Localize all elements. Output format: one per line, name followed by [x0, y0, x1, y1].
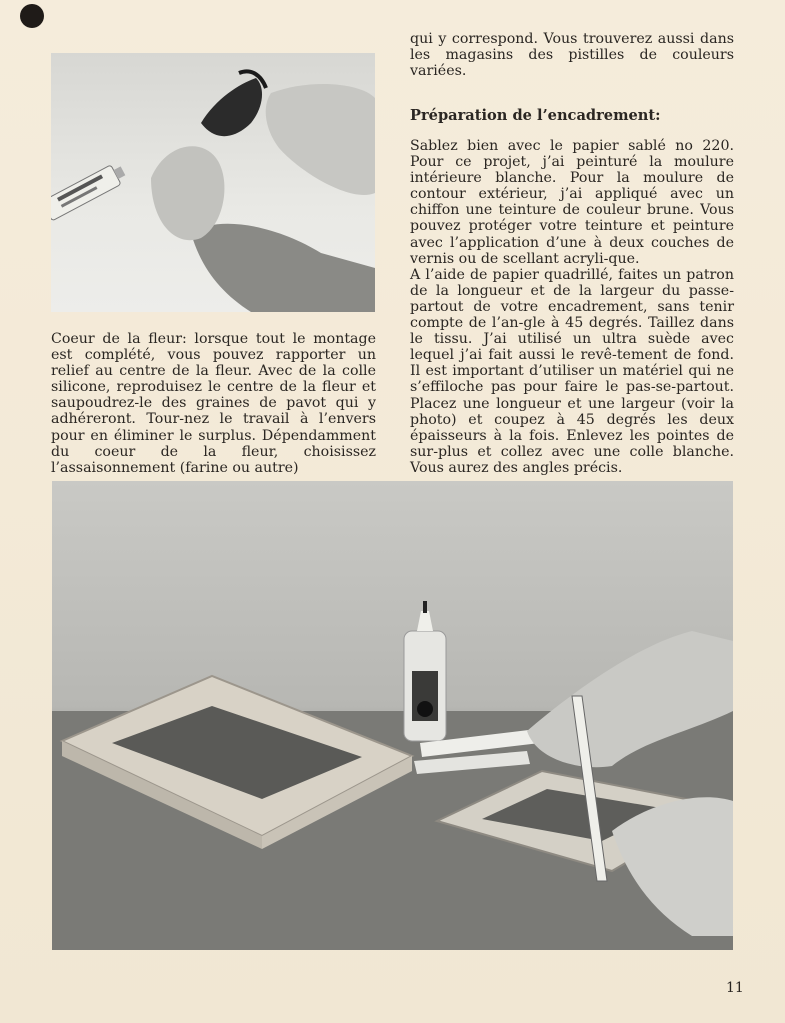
right-body-part: A l’aide de papier quadrillé, faites un patron de la longueur et de la largeur du passe-partout de votre encadrement, sans tenir compte de l’an-gle à 45 degrés. Taillez dans le tissu. J’ai utilisé un ultra suède avec lequel j’ai fait aussi le revê-tement de fond. Il est important d’utiliser un matériel qui ne s’effiloche pas pour faire le pas-se-partout. Placez une longueur et une largeur (voir la photo) et coupez à 45 degrés les deux épaisseurs à la fois. Enlevez les pointes de sur-plus et collez avec une colle blanche. Vous aurez des angles précis. [410, 266, 734, 476]
photo-top-illustration [51, 53, 375, 312]
right-body-paragraph [410, 138, 734, 476]
left-body-paragraph: Coeur de la fleur: lorsque tout le montage est complété, vous pouvez rapporter un relief au centre de la fleur. Avec de la colle silicone, reproduisez le centre de la fleur et saupoudrez-le des graines de pavot qui y adhéreront. Tour-nez le travail à l’envers pour en éliminer le surplus. Dépendamment du coeur de la fleur, choisissez l’assaisonnement (farine ou autre) [51, 331, 376, 476]
right-body-part: Sablez bien avec le papier sablé no 220. Pour ce projet, j’ai peinturé la moulure intérieure blanche. Pour la moulure de contour extérieur, j’ai appliqué avec un chiffon une teinture de couleur brune. Vous pouvez protéger votre teinture et peinture avec l’application d’une à deux couches de vernis ou de scellant acryli-que. [410, 138, 734, 267]
photo-bottom-illustration [52, 481, 733, 950]
right-column-top-text [410, 31, 734, 79]
photo-bottom [52, 481, 733, 950]
right-column-text [410, 138, 734, 476]
page-number: 11 [726, 980, 744, 996]
glue-bottle-icon [404, 601, 446, 741]
binder-hole [20, 4, 44, 28]
glue-tube-icon [51, 161, 128, 221]
photo-top [51, 53, 375, 312]
left-column-text [51, 331, 376, 476]
section-heading: Préparation de l’encadrement: [410, 107, 661, 124]
right-top-paragraph: qui y correspond. Vous trouverez aussi dans les magasins des pistilles de couleurs variées. [410, 31, 734, 80]
